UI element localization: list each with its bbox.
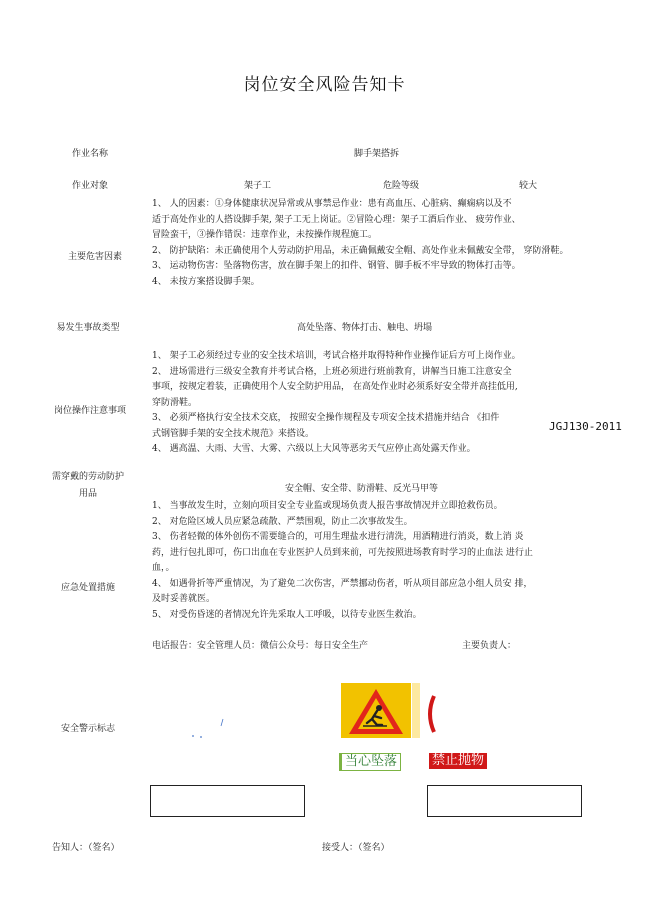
- signature-box-receiver: [427, 785, 582, 817]
- fall-warning-icon: [341, 683, 411, 738]
- precautions-text: [152, 349, 521, 458]
- prohibition-sign-icon: [424, 694, 436, 734]
- faint-mark-icon: [185, 712, 235, 742]
- caution-falling-label: 当心坠落: [339, 753, 401, 771]
- value-job-name: 脚手架搭拆: [354, 149, 400, 159]
- value-accident-types: 高处坠落、物体打击、触电、坍塌: [297, 323, 433, 333]
- emergency-text: [152, 499, 533, 623]
- hazards-line: 1、 人的因素：①身体健康状况异常或从事禁忌作业：患有高血压、心脏病、癫痫病以及不: [152, 199, 512, 209]
- emergency-line: 4、 如遇骨折等严重情况，为了避免二次伤害，严禁挪动伤者，听从项目部应急小组人员安 排，: [152, 578, 533, 589]
- label-signs: 安全警示标志: [60, 724, 115, 734]
- caution-falling-sign: [341, 683, 411, 738]
- hazards-text: [152, 197, 568, 290]
- precautions-line: 式钢管脚手架的安全技术规范》来搭设。: [152, 428, 315, 439]
- label-hazards: 主要危害因素: [67, 252, 122, 262]
- emergency-line: 血，。: [152, 563, 175, 573]
- no-throwing-label: 禁止抛物: [429, 753, 487, 769]
- label-job-object: 作业对象: [71, 181, 108, 191]
- label-accident-types: 易发生事故类型: [56, 323, 120, 333]
- signature-box-notifier: [150, 785, 305, 817]
- page-title: 岗位安全风险告知卡: [243, 75, 406, 95]
- hazards-line: 2、 防护缺陷：未正确使用个人劳动防护用品，未正确佩戴安全帽、高处作业未佩戴安全带， 穿防滑鞋。: [152, 245, 569, 256]
- emergency-line: 1、 当事故发生时，立刻向项目安全专业监或现场负责人报告事故情况并立即抢救伤员。: [152, 501, 503, 511]
- hazards-line: 适于高处作业的人搭设脚手架, 架子工无上岗证。②冒险心理：架子工酒后作业、 疲劳作业、: [152, 214, 521, 225]
- notifier-signature: 告知人：（签名）: [52, 843, 120, 853]
- phone-report: 电话报告：安全管理人员：微信公众号：每日安全生产: [152, 641, 369, 651]
- hazards-line: 冒险蛮干，③操作错误：违章作业，未按操作规程施工。: [152, 230, 378, 240]
- precautions-line: 穿防滑鞋。: [152, 397, 198, 408]
- label-job-name: 作业名称: [71, 149, 108, 159]
- label-ppe-line2: 用品: [78, 489, 97, 499]
- main-leader-label: 主要负责人：: [462, 641, 517, 651]
- hazards-line: 3、 运动物伤害：坠落物伤害，放在脚手架上的扣件、钢管、脚手板不牢导致的物体打击等。: [152, 261, 521, 271]
- label-risk-level: 危险等级: [383, 181, 420, 191]
- receiver-signature: 接受人：（签名）: [322, 843, 390, 853]
- precautions-line: 1、 架子工必须经过专业的安全技术培训，考试合格并取得特种作业操作证后方可上岗作业。: [152, 351, 521, 361]
- precautions-line: 4、 遇高温、大雨、大雪、大雾、六级以上大风等恶劣天气应停止高处露天作业。: [152, 444, 476, 454]
- value-ppe: 安全帽、安全带、防滑鞋、反光马甲等: [285, 484, 439, 494]
- emergency-line: 5、 对受伤昏迷的者情况允许先采取人工呼吸，以待专业医生救治。: [152, 609, 422, 620]
- label-precautions: 岗位操作注意事项: [53, 406, 126, 416]
- precautions-line: 3、 必须严格执行安全技术交底， 按照安全操作规程及专项安全技术措施并结合 《扣件: [152, 413, 500, 423]
- emergency-line: 及时妥善就医。: [152, 594, 216, 604]
- emergency-line: 2、 对危险区域人员应紧急疏散、严禁围观，防止二次事故发生。: [152, 516, 413, 527]
- label-emergency: 应急处置措施: [60, 583, 115, 593]
- value-risk-level: 较大: [519, 181, 538, 191]
- hazards-line: 4、 未按方案搭设脚手架。: [152, 276, 260, 287]
- precautions-line: 2、 进场需进行三级安全教育并考试合格，上班必须进行班前教育，讲解当日施工注意安全: [152, 366, 512, 377]
- standard-code: JGJ130-2011: [549, 420, 622, 433]
- value-job-object: 架子工: [244, 181, 272, 191]
- emergency-line: 3、 伤者轻微的体外创伤不需要缝合的，可用生理盐水进行清洗，用酒精进行消炎，数上消 炎: [152, 532, 524, 542]
- emergency-line: 药，进行包扎即可，伤口出血在专业医护人员到来前，可先按照进场教育时学习的止血法 进行止: [152, 547, 533, 558]
- precautions-line: 事项，按规定着装，正确使用个人安全防护用品， 在高处作业时必须系好安全带并高挂低用,: [152, 382, 518, 392]
- label-ppe: [28, 469, 148, 503]
- label-ppe-line1: 需穿戴的劳动防护: [51, 472, 124, 482]
